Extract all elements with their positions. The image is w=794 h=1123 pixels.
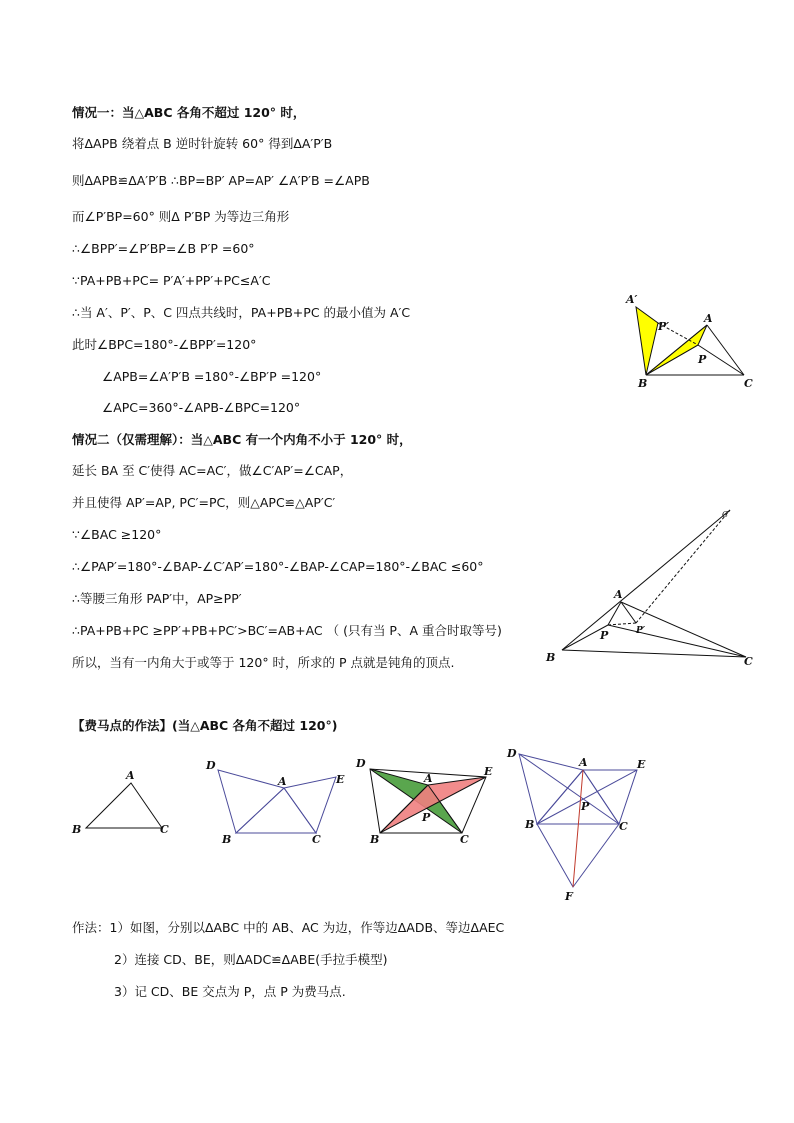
- fig6-label-C: C: [619, 820, 628, 833]
- fig1-label-C: C: [744, 377, 753, 390]
- fig1-label-B: B: [638, 377, 648, 390]
- construction-step-2: 2）连接 CD、BE，则ΔADC≌ΔABE(手拉手模型): [114, 952, 388, 967]
- construction-step-3: 3）记 CD、BE 交点为 P，点 P 为费马点.: [114, 984, 346, 999]
- case1-line-3: 而∠P′BP=60° 则Δ P′BP 为等边三角形: [72, 209, 290, 224]
- fig4-triangle-AEC: [284, 777, 336, 833]
- case1-line-5: ∵PA+PB+PC= P′A′+PP′+PC≤A′C: [72, 273, 271, 288]
- figure-rotation: [612, 285, 772, 395]
- fig2-label-P: P: [600, 629, 609, 642]
- case1-line-4: ∴∠BPP′=∠P′BP=∠B P′P =60°: [72, 241, 255, 256]
- case2-line-3: ∵∠BAC ≥120°: [72, 527, 162, 542]
- fig3-label-B: B: [72, 823, 82, 836]
- fig5-label-E: E: [484, 765, 493, 778]
- fig6-label-B: B: [525, 818, 535, 831]
- fig6-triangle-AEC: [583, 770, 637, 824]
- fig2-line-B-Cprime: [562, 510, 730, 650]
- fig5-label-A: A: [424, 772, 433, 785]
- fig6-triangle-ADB: [519, 754, 583, 824]
- case2-line-7: 所以，当有一内角大于或等于 120° 时，所求的 P 点就是钝角的顶点.: [72, 655, 455, 670]
- fig2-label-C: C: [744, 655, 753, 668]
- figure-equilateral-triangles: [198, 755, 358, 850]
- fig2-label-A: A: [614, 588, 623, 601]
- fig6-label-D: D: [507, 747, 517, 760]
- case2-line-1: 延长 BA 至 C′使得 AC=AC′，做∠C′AP′=∠CAP，: [72, 463, 353, 478]
- fig6-label-E: E: [637, 758, 646, 771]
- fig1-line-A-C: [707, 325, 744, 375]
- case2-line-2: 并且使得 AP′=AP, PC′=PC，则△APC≌△AP′C′: [72, 495, 336, 510]
- case1-line-9: ∠APC=360°-∠APB-∠BPC=120°: [102, 400, 301, 415]
- case1-line-1: 将ΔAPB 绕着点 B 逆时针旋转 60° 得到ΔA′P′B: [72, 136, 333, 151]
- fig6-label-F: F: [565, 890, 573, 903]
- fig1-label-A: A: [704, 312, 713, 325]
- fig1-line-B-P: [646, 345, 698, 375]
- case1-line-6: ∴当 A′、P′、P、C 四点共线时，PA+PB+PC 的最小值为 A′C: [72, 305, 411, 320]
- case2-line-4: ∴∠PAP′=180°-∠BAP-∠C′AP′=180°-∠BAP-∠CAP=180°-∠BAC ≤60°: [72, 559, 484, 574]
- case2-line-5: ∴等腰三角形 PAP′中，AP≥PP′: [72, 591, 242, 606]
- figure-triangle-abc: [70, 768, 180, 843]
- case1-line-2: 则ΔAPB≌ΔA′P′B ∴BP=BP′ AP=AP′ ∠A′P′B =∠APB: [72, 173, 370, 188]
- fig1-label-P: P: [698, 353, 707, 366]
- fig6-label-A: A: [579, 756, 588, 769]
- fig2-line-Pprime-Cprime: [636, 510, 730, 623]
- fig6-line-A-F: [573, 770, 583, 887]
- fig1-label-Aprime: A′: [626, 293, 638, 306]
- fig2-label-B: B: [546, 651, 556, 664]
- construction-heading: 【费马点的作法】(当△ABC 各角不超过 120°): [72, 718, 338, 733]
- case1-heading: 情况一：当△ABC 各角不超过 120° 时，: [72, 105, 306, 120]
- fig5-label-D: D: [356, 757, 366, 770]
- fig3-label-A: A: [126, 769, 135, 782]
- fig4-triangle-ADB: [218, 770, 284, 833]
- fig4-label-C: C: [312, 833, 321, 846]
- fig3-triangle: [86, 783, 162, 828]
- fig4-label-D: D: [206, 759, 216, 772]
- case2-line-6: ∴PA+PB+PC ≥PP′+PB+PC′>BC′=AB+AC （ (只有当 P、A 重合时取等号): [72, 623, 502, 638]
- figure-fermat-full: [505, 742, 665, 907]
- case2-heading: 情况二（仅需理解）：当△ABC 有一个内角不小于 120° 时，: [72, 432, 412, 447]
- fig5-label-C: C: [460, 833, 469, 846]
- figure-obtuse: [540, 505, 765, 670]
- fig2-line-A-P: [608, 602, 621, 625]
- fig2-label-Cprime: C′: [722, 510, 730, 519]
- fig3-label-C: C: [160, 823, 169, 836]
- fig4-label-A: A: [278, 775, 287, 788]
- fig2-label-Pprime: P′: [636, 626, 646, 636]
- fig5-label-P: P: [422, 811, 431, 824]
- fig4-label-E: E: [336, 773, 345, 786]
- figure-hand-in-hand: [352, 755, 502, 850]
- fig1-label-Pprime: P′: [658, 320, 670, 333]
- construction-step-1: 作法：1）如图，分别以ΔABC 中的 AB、AC 为边，作等边ΔADB、等边ΔAEC: [72, 920, 505, 935]
- fig4-label-B: B: [222, 833, 232, 846]
- fig6-label-P: P: [581, 800, 590, 813]
- case1-line-8: ∠APB=∠A′P′B =180°-∠BP′P =120°: [102, 369, 322, 384]
- case1-line-7: 此时∠BPC=180°-∠BPP′=120°: [72, 337, 257, 352]
- fig2-line-P-Pprime: [608, 623, 636, 625]
- fig4-triangle-ABC: [236, 788, 316, 833]
- fig1-yellow-triangle-left: [636, 307, 658, 375]
- fig5-label-B: B: [370, 833, 380, 846]
